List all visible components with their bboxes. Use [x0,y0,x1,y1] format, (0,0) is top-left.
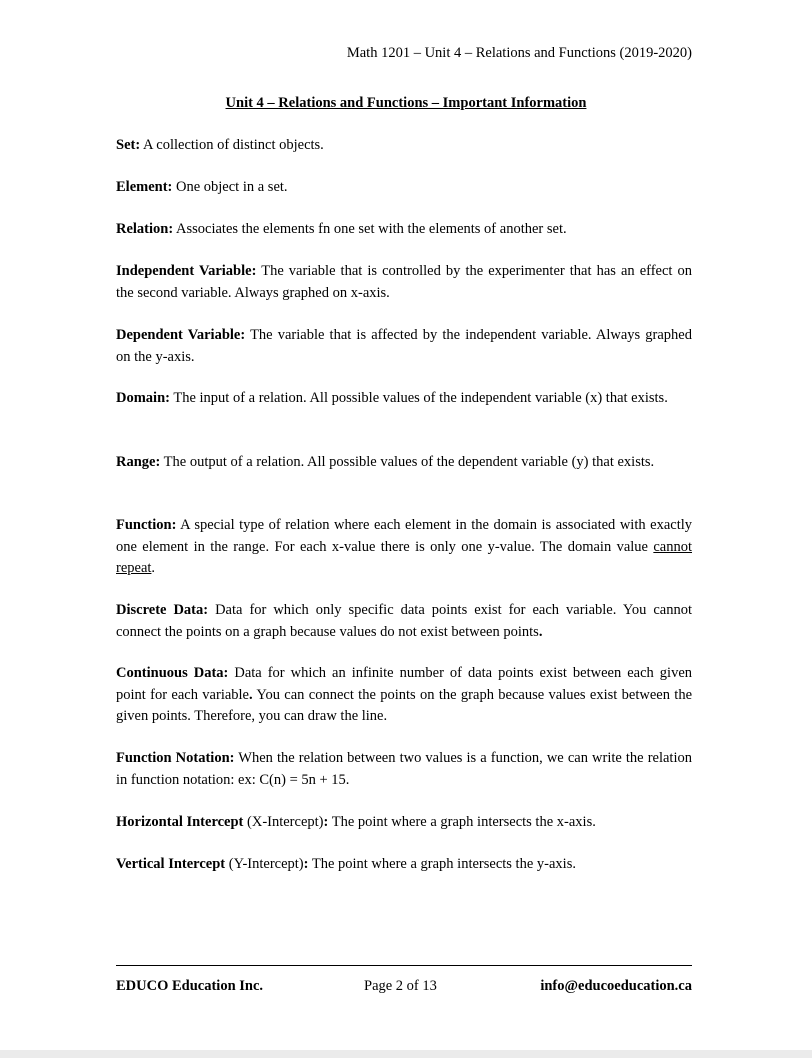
definition-relation-text: Associates the elements fn one set with the elements of another set. [173,221,567,237]
term-horizontal-intercept-paren: (X-Intercept) [243,814,324,830]
term-function-notation: Function Notation: [116,750,235,766]
definition-continuous-data-period: . [249,686,253,703]
term-horizontal-intercept: Horizontal Intercept [116,814,244,830]
term-range: Range: [116,454,161,470]
term-continuous-data: Continuous Data: [116,665,229,681]
term-independent-variable: Independent Variable: [116,263,257,279]
term-horizontal-intercept-colon: : [323,814,329,830]
definition-dependent-variable-text: The variable that is affected by the independent variable. Always graphed on the y-axis. [116,327,692,365]
term-domain: Domain: [116,390,170,406]
footer-email: info@educoeducation.ca [540,978,692,994]
term-function: Function: [116,517,177,533]
definition-function-notation-text: When the relation between two values is a function, we can write the relation in function notation: ex: C(n) = 5n + 15. [116,750,692,788]
footer-company: EDUCO Education Inc. [116,978,264,994]
definition-range-text: The output of a relation. All possible values of the dependent variable (y) that exists. [160,454,655,470]
running-header: Math 1201 – Unit 4 – Relations and Functions (2019-2020) [346,45,692,61]
definition-function-text: A special type of relation where each element in the domain is associated with exactly one element in the range. For each x-value there is only one y-value. The domain value [116,517,692,555]
footer-divider [116,965,692,966]
definition-range [116,452,692,474]
term-element: Element: [116,179,173,195]
definition-continuous-data-text: Data for which an infinite number of data points exist between each given point for each variable [116,665,693,703]
footer-page-number: Page 2 of 13 [364,978,437,994]
term-relation: Relation: [116,221,174,237]
definition-discrete-data-text: Data for which only specific data points exist for each variable. You cannot connect the points on a graph because values do not exist between points [116,602,692,640]
definition-function-suffix: . [151,560,156,576]
definition-element-text: One object in a set. [172,179,288,195]
definition-horizontal-intercept-text: The point where a graph intersects the x-axis. [328,814,596,830]
term-vertical-intercept-paren: (Y-Intercept) [225,856,304,872]
definition-dependent-variable [116,325,692,368]
page-title-text: Unit 4 – Relations and Functions – Important Information [225,95,587,111]
term-vertical-intercept-colon: : [303,856,309,872]
definition-function-emphasis: cannot repeat [116,538,692,576]
page-title [0,94,812,112]
definition-horizontal-intercept [116,812,692,834]
definition-continuous-data [116,663,692,728]
definition-relation [116,219,692,241]
definition-vertical-intercept-text: The point where a graph intersects the y-axis. [308,856,576,872]
definition-discrete-data [116,600,692,643]
term-dependent-variable: Dependent Variable: [116,327,246,343]
definition-domain [116,388,692,410]
definition-function-notation [116,748,692,791]
definition-vertical-intercept [116,854,692,876]
term-vertical-intercept: Vertical Intercept [116,856,226,872]
definition-continuous-data-text-2: You can connect the points on the graph because values exist between the given points. Therefore, you can draw the line. [116,686,692,724]
term-set: Set: [116,137,141,153]
definition-element [116,177,692,199]
term-discrete-data: Discrete Data: [116,602,209,618]
definition-set [116,135,692,157]
definition-set-text: A collection of distinct objects. [140,137,324,153]
definition-domain-text: The input of a relation. All possible values of the independent variable (x) that exists. [169,390,668,406]
definition-function [116,515,692,580]
definition-independent-variable [116,261,692,304]
definition-independent-variable-text: The variable that is controlled by the experimenter that has an effect on the second variable. Always graphed on x-axis. [116,263,692,301]
definition-discrete-data-suffix: . [538,623,543,640]
